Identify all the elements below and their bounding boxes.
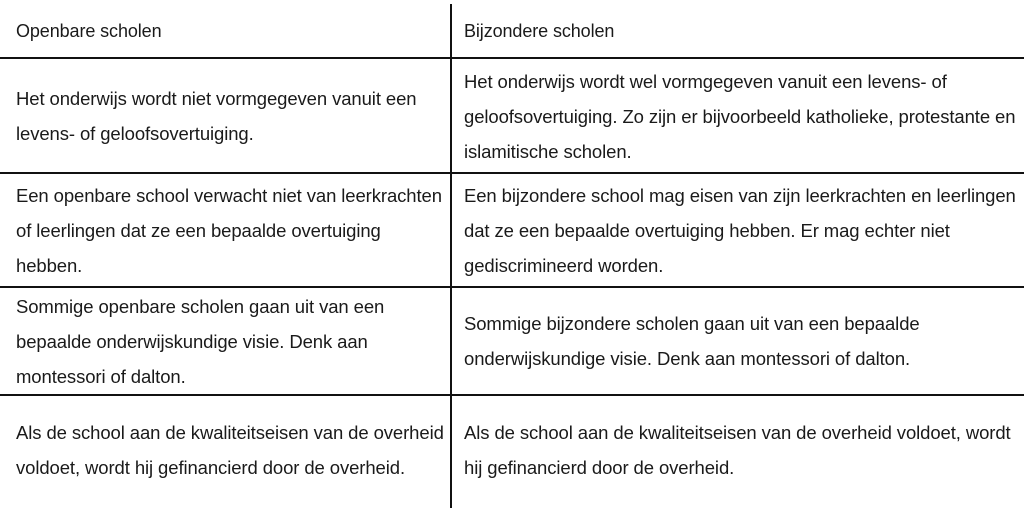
row-2-right-cell (464, 177, 1020, 284)
header-row-divider (0, 57, 1024, 59)
row-2-right-text: Een bijzondere school mag eisen van zijn leerkrachten en leerlingen dat ze een bepaalde overtuiging hebben. Er mag echter niet gediscrimineerd worden. (464, 185, 1016, 276)
row-3-right-cell (464, 289, 1020, 393)
row-3-left-cell (16, 289, 444, 393)
row-4-left-cell (16, 396, 444, 504)
header-cell-openbare (16, 8, 444, 54)
row-4-left-text: Als de school aan de kwaliteitseisen van de overheid voldoet, wordt hij gefinancierd door de overheid. (16, 422, 444, 478)
row-3-left-text: Sommige openbare scholen gaan uit van een bepaalde onderwijskundige visie. Denk aan montessori of dalton. (16, 295, 385, 387)
row-2-left-text: Een openbare school verwacht niet van leerkrachten of leerlingen dat ze een bepaalde overtuiging hebben. (16, 185, 442, 276)
row-1-left-text: Het onderwijs wordt niet vormgegeven vanuit een levens- of geloofsovertuiging. (16, 88, 417, 144)
row-4-right-text: Als de school aan de kwaliteitseisen van de overheid voldoet, wordt hij gefinancierd door de overheid. (464, 422, 1011, 478)
header-bijzondere-label: Bijzondere scholen (464, 20, 615, 41)
row-1-right-cell (464, 62, 1020, 170)
header-cell-bijzondere (464, 8, 1020, 54)
row-divider (0, 172, 1024, 174)
row-4-right-cell (464, 396, 1020, 504)
row-1-left-cell (16, 62, 444, 170)
header-openbare-label: Openbare scholen (16, 20, 162, 41)
column-divider (450, 4, 452, 508)
row-1-right-text: Het onderwijs wordt wel vormgegeven vanuit een levens- of geloofsovertuiging. Zo zijn er bijvoorbeeld katholieke, protestante en islamitische scholen. (464, 70, 1016, 162)
row-2-left-cell (16, 177, 444, 284)
row-3-right-text: Sommige bijzondere scholen gaan uit van een bepaalde onderwijskundige visie. Denk aan montessori of dalton. (464, 313, 920, 369)
